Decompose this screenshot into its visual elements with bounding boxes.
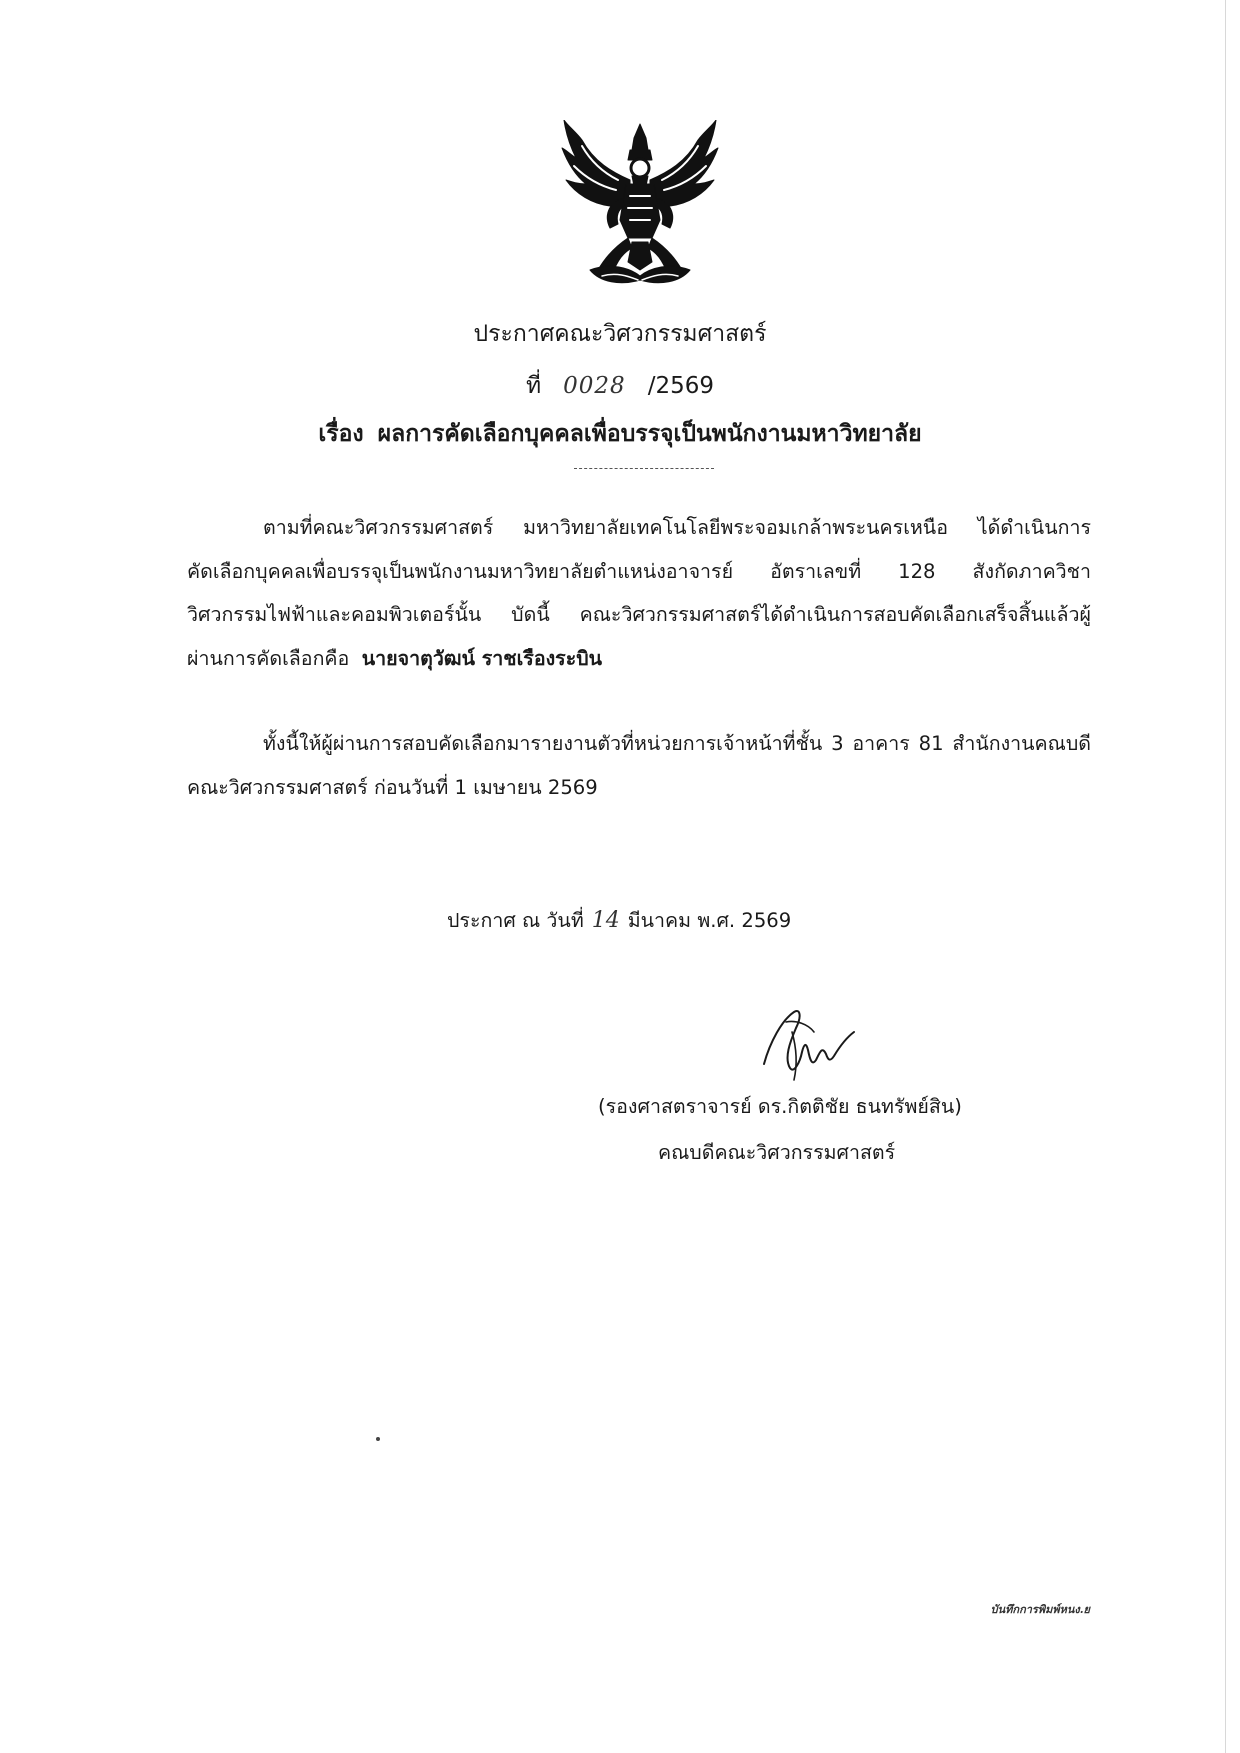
garuda-emblem-icon	[560, 120, 720, 288]
handwritten-signature	[756, 1002, 860, 1086]
announcement-number	[0, 368, 1240, 404]
paragraph-1-line-3: วิศวกรรมไฟฟ้าและคอมพิวเตอร์นั้น บัดนี้ คณะวิศวกรรมศาสตร์ได้ดำเนินการสอบคัดเลือกเสร็จสิ้นแล้วผู้	[187, 603, 1091, 626]
number-prefix: ที่	[525, 373, 542, 399]
subject-label: เรื่อง	[318, 421, 364, 447]
signatory-name: (รองศาสตราจารย์ ดร.กิตติชัย ธนทรัพย์สิน)	[598, 1095, 962, 1118]
scan-speck	[376, 1437, 380, 1441]
paragraph-1-line-2: คัดเลือกบุคคลเพื่อบรรจุเป็นพนักงานมหาวิทยาลัยตำแหน่งอาจารย์ อัตราเลขที่ 128 สังกัดภาควิชา	[187, 559, 1091, 583]
paragraph-2-line-2: คณะวิศวกรรมศาสตร์ ก่อนวันที่ 1 เมษายน 2569	[187, 775, 598, 799]
announcement-date	[447, 904, 791, 936]
paragraph-2-line-1: ทั้งนี้ให้ผู้ผ่านการสอบคัดเลือกมารายงานตัวที่หน่วยการเจ้าหน้าที่ชั้น 3 อาคาร 81 สำนักงานคณบดี	[263, 732, 1091, 755]
selected-prefix: ผ่านการคัดเลือกคือ	[187, 646, 350, 670]
handwritten-number: 0028	[563, 373, 626, 399]
selected-person-name: นายจาตุวัฒน์ ราชเรืองระบิน	[361, 646, 603, 670]
paragraph-1-line-4	[187, 637, 1091, 681]
signatory-position: คณบดีคณะวิศวกรรมศาสตร์	[658, 1141, 896, 1164]
paragraph-1-line-1: ตามที่คณะวิศวกรรมศาสตร์ มหาวิทยาลัยเทคโนโลยีพระจอมเกล้าพระนครเหนือ ได้ดำเนินการ	[263, 516, 1091, 539]
announcement-subject	[0, 416, 1240, 452]
number-year: /2569	[647, 373, 714, 399]
header-divider	[574, 468, 714, 469]
announcement-title: ประกาศคณะวิศวกรรมศาสตร์	[473, 321, 767, 347]
date-prefix: ประกาศ ณ วันที่	[447, 909, 584, 932]
handwritten-day: 14	[591, 908, 620, 933]
date-suffix: มีนาคม พ.ศ. 2569	[627, 909, 792, 932]
body-paragraph-2	[187, 722, 1091, 809]
footer-note: บันทึกการพิมพ์หนง.ย	[990, 1603, 1090, 1616]
subject-text: ผลการคัดเลือกบุคคลเพื่อบรรจุเป็นพนักงานมหาวิทยาลัย	[377, 421, 922, 447]
body-paragraph-1	[187, 506, 1091, 680]
scan-edge-line	[1225, 0, 1226, 1753]
